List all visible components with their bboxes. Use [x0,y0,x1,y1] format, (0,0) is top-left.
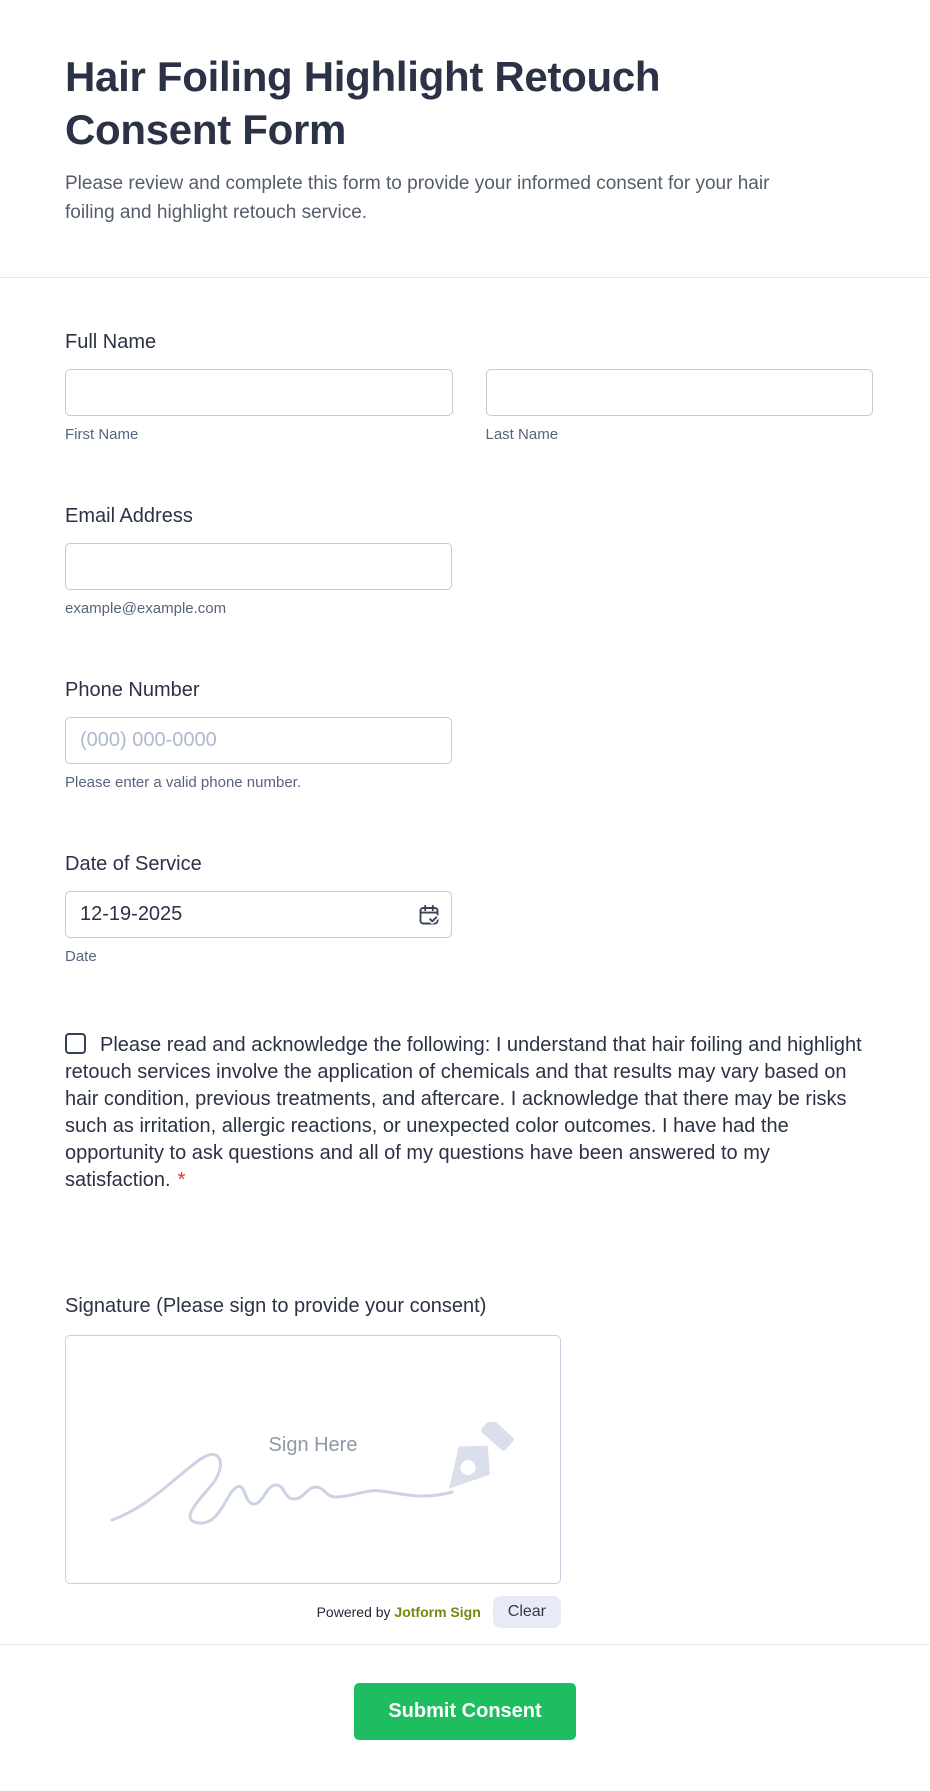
name-row [65,369,873,444]
submit-consent-button[interactable]: Submit Consent [354,1683,576,1740]
phone-label: Phone Number [65,679,200,701]
field-email [65,504,873,618]
phone-input[interactable] [65,717,452,764]
date-sublabel: Date [65,948,97,965]
last-name-column [486,369,874,444]
sign-here-hint: Sign Here [268,1434,358,1456]
calendar-check-icon [417,903,441,927]
clear-signature-button[interactable]: Clear [493,1596,561,1628]
field-acknowledgement [65,1032,873,1194]
date-input[interactable] [65,891,452,938]
signature-footer [65,1596,561,1628]
field-full-name [65,330,873,444]
field-date-of-service [65,852,873,966]
powered-by-label: Powered by [316,1604,391,1620]
powered-by-text [317,1604,481,1620]
acknowledgement-text [65,1032,873,1194]
first-name-input[interactable] [65,369,453,416]
form-footer [0,1645,930,1791]
spacer [65,1628,873,1644]
jotform-sign-brand: Jotform Sign [394,1604,481,1620]
required-asterisk: * [177,1169,186,1191]
full-name-label: Full Name [65,331,157,353]
acknowledgement-checkbox[interactable] [65,1033,86,1054]
email-label: Email Address [65,505,193,527]
signature-pad[interactable] [65,1335,561,1584]
form-body [0,278,930,1644]
email-input[interactable] [65,543,452,590]
date-label: Date of Service [65,853,202,875]
form-header [0,0,930,277]
date-input-wrap [65,891,452,938]
phone-sublabel: Please enter a valid phone number. [65,774,301,791]
signature-label: Signature (Please sign to provide your consent) [65,1295,487,1317]
last-name-sublabel: Last Name [485,426,559,443]
form-subtitle: Please review and complete this form to provide your informed consent for your hair foiling and highlight retouch service. [65,173,770,223]
calendar-picker-button[interactable] [417,903,441,927]
acknowledgement-statement: Please read and acknowledge the following: I understand that hair foiling and highlight retouch services involve the application of chemicals and that results may vary based on hair condition, previous treatments, and aftercare. I acknowledge that there may be risks such as irritation, allergic reactions, or unexpected color outcomes. I have had the opportunity to ask questions and all of my questions have been answered to my satisfaction. [65,1034,862,1191]
last-name-input[interactable] [486,369,874,416]
field-signature [65,1294,873,1644]
first-name-column [65,369,453,444]
field-phone [65,678,873,792]
page-title: Hair Foiling Highlight Retouch Consent Form [65,53,661,153]
email-sublabel: example@example.com [65,600,227,617]
first-name-sublabel: First Name [65,426,139,443]
